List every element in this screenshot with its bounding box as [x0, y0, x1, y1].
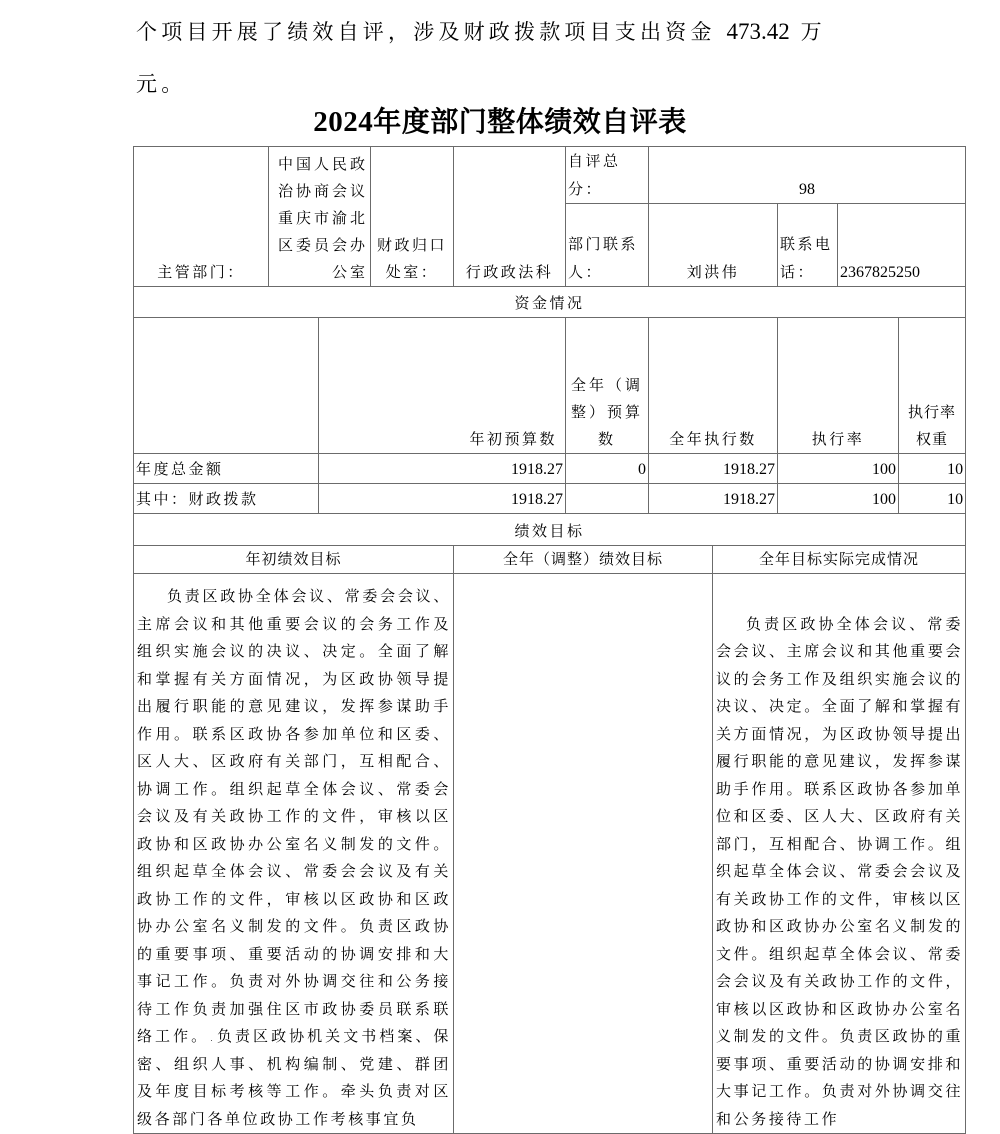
- intro-line-1: 个项目开展了绩效自评，涉及财政拨款项目支出资金 473.42 万: [136, 19, 826, 44]
- contact-value: 刘洪伟: [649, 204, 778, 287]
- adjusted-goal-text: [454, 1131, 712, 1133]
- funding-executed: 1918.27: [649, 484, 778, 514]
- initial-goal-text: 负责区政协全体会议、常委会会议、主席会议和其他重要会议的会务工作及组织实施会议的决议、决定。全面了解和掌握有关方面情况，为区政协领导提出履行职能的意见建议，发挥参谋助手作用。联系区政协各参加单位和区委、区人大、区政府有关部门，互相配合、协调工作。组织起草全体会议、常委会会议及有关政协工作的文件，审核以区政协和区政协办公室名义制发的文件。组织起草全体会议、常委会会议及有关政协工作的文件，审核以区政协和区政协办公室名义制发的文件。负责区政协的重要事项、重要活动的协调安排和大事记工作。负责对外协调交往和公务接待工作负责加强住区市政协委员联系联络工作。.负责区政协机关文书档案、保密、组织人事、机构编制、党建、群团及年度目标考核等工作。牵头负责对区级各部门各单位政协工作考核事宜负: [137, 587, 452, 1128]
- finance-office-value: 行政政法科: [454, 147, 566, 287]
- department-value: 中国人民政治协商会议重庆市渝北区委员会办公室: [269, 147, 371, 287]
- funding-col-adjusted-budget: 全年（调整）预算数: [566, 318, 649, 454]
- title-text: 年度部门整体绩效自评表: [373, 105, 687, 138]
- funding-adjusted-budget: 0: [566, 454, 649, 484]
- goals-content-row: [134, 574, 966, 1134]
- funding-col-initial-budget: 年初预算数: [319, 318, 566, 454]
- intro-paragraph: [136, 6, 896, 110]
- funding-adjusted-budget: [566, 484, 649, 514]
- funding-weight: 10: [899, 454, 966, 484]
- funding-rate: 100: [778, 454, 899, 484]
- phone-value: 2367825250: [838, 204, 966, 287]
- funding-col-rate: 执行率: [778, 318, 899, 454]
- goals-col-initial: 年初绩效目标: [134, 546, 454, 574]
- funding-initial-budget: 1918.27: [319, 454, 566, 484]
- funding-section-header: [134, 287, 966, 318]
- funding-col-weight: 执行率权重: [899, 318, 966, 454]
- performance-table: [133, 146, 966, 1134]
- funding-row-label: 其中：财政拨款: [134, 484, 319, 514]
- funding-row: [134, 484, 966, 514]
- goals-col-adjusted: 全年（调整）绩效目标: [454, 546, 713, 574]
- funding-row-label: 年度总金额: [134, 454, 319, 484]
- funding-initial-budget: 1918.27: [319, 484, 566, 514]
- funding-section-title: 资金情况: [134, 287, 966, 318]
- contact-label: 部门联系人：: [566, 204, 649, 287]
- goals-section-title: 绩效目标: [134, 514, 966, 546]
- intro-line-2: 元。: [136, 72, 187, 96]
- department-label: 主管部门：: [134, 147, 269, 287]
- funding-weight: 10: [899, 484, 966, 514]
- funding-col-executed: 全年执行数: [649, 318, 778, 454]
- page-title: [0, 100, 1000, 140]
- funding-column-headers: [134, 318, 966, 454]
- score-value: 98: [649, 147, 966, 204]
- goals-col-actual: 全年目标实际完成情况: [713, 546, 966, 574]
- title-year: 2024: [313, 106, 374, 138]
- phone-label: 联系电话：: [778, 204, 838, 287]
- score-label: 自评总分：: [566, 147, 649, 204]
- funding-rate: 100: [778, 484, 899, 514]
- funding-executed: 1918.27: [649, 454, 778, 484]
- funding-col-blank: [134, 318, 319, 454]
- actual-completion-text: 负责区政协全体会议、常委会会议、主席会议和其他重要会议的会务工作及组织实施会议的决议、决定。全面了解和掌握有关方面情况，为区政协领导提出履行职能的意见建议，发挥参谋助手作用。联系区政协各参加单位和区委、区人大、区政府有关部门，互相配合、协调工作。组织起草全体会议、常委会会议及有关政协工作的文件，审核以区政协和区政协办公室名义制发的文件。组织起草全体会议、常委会会议及有关政协工作的文件，审核以区政协和区政协办公室名义制发的文件。负责区政协的重要事项、重要活动的协调安排和大事记工作。负责对外协调交往和公务接待工作: [716, 614, 964, 1128]
- funding-row: [134, 454, 966, 484]
- goals-section-header: [134, 514, 966, 546]
- project-amount: 473.42: [726, 19, 790, 44]
- goals-column-headers: [134, 546, 966, 574]
- finance-office-label: 财政归口处室：: [371, 147, 454, 287]
- header-row-score: [134, 147, 966, 204]
